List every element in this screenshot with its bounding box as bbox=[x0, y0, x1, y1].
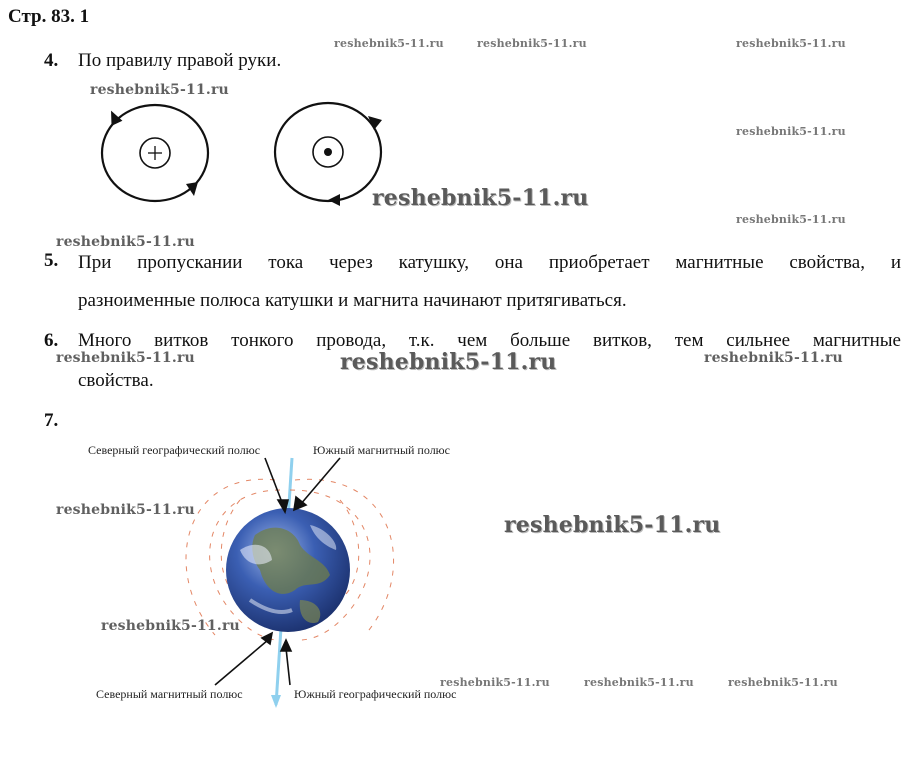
item-6-text-line2: свойства. bbox=[78, 370, 154, 391]
watermark: reshebnik5-11.ru bbox=[704, 350, 843, 366]
item-4-text: По правилу правой руки. bbox=[78, 50, 282, 71]
watermark: reshebnik5-11.ru bbox=[728, 676, 838, 689]
item-5-text-line2: разноименные полюса катушки и магнита начинают притягиваться. bbox=[78, 290, 627, 311]
item-6-text-line1: Много витков тонкого провода, т.к. чем больше витков, тем сильнее магнитные bbox=[78, 330, 901, 351]
watermark: reshebnik5-11.ru bbox=[736, 37, 846, 50]
watermark: reshebnik5-11.ru bbox=[334, 37, 444, 50]
item-5-text-line1: При пропускании тока через катушку, она приобретает магнитные свойства, и bbox=[78, 252, 901, 273]
watermark: reshebnik5-11.ru bbox=[736, 125, 846, 138]
item-5-number: 5. bbox=[44, 250, 59, 271]
item-4-number: 4. bbox=[44, 50, 59, 71]
label-north-magnetic-pole: Северный магнитный полюс bbox=[96, 687, 243, 701]
watermark: reshebnik5-11.ru bbox=[56, 234, 195, 250]
watermark: reshebnik5-11.ru bbox=[56, 350, 195, 366]
watermark: reshebnik5-11.ru bbox=[372, 185, 589, 211]
item-7-number: 7. bbox=[44, 410, 59, 431]
watermark: reshebnik5-11.ru bbox=[440, 676, 550, 689]
label-south-geographic-pole: Южный географический полюс bbox=[294, 687, 457, 701]
watermark: reshebnik5-11.ru bbox=[90, 82, 229, 98]
watermark: reshebnik5-11.ru bbox=[504, 512, 721, 538]
watermark: reshebnik5-11.ru bbox=[584, 676, 694, 689]
item-6-number: 6. bbox=[44, 330, 59, 351]
watermark: reshebnik5-11.ru bbox=[56, 502, 195, 518]
watermark: reshebnik5-11.ru bbox=[340, 349, 557, 375]
watermark: reshebnik5-11.ru bbox=[101, 618, 240, 634]
label-north-geographic-pole: Северный географический полюс bbox=[88, 443, 261, 457]
watermark: reshebnik5-11.ru bbox=[477, 37, 587, 50]
label-south-magnetic-pole: Южный магнитный полюс bbox=[313, 443, 450, 457]
page-header: Стр. 83. 1 bbox=[8, 6, 90, 27]
watermark: reshebnik5-11.ru bbox=[736, 213, 846, 226]
